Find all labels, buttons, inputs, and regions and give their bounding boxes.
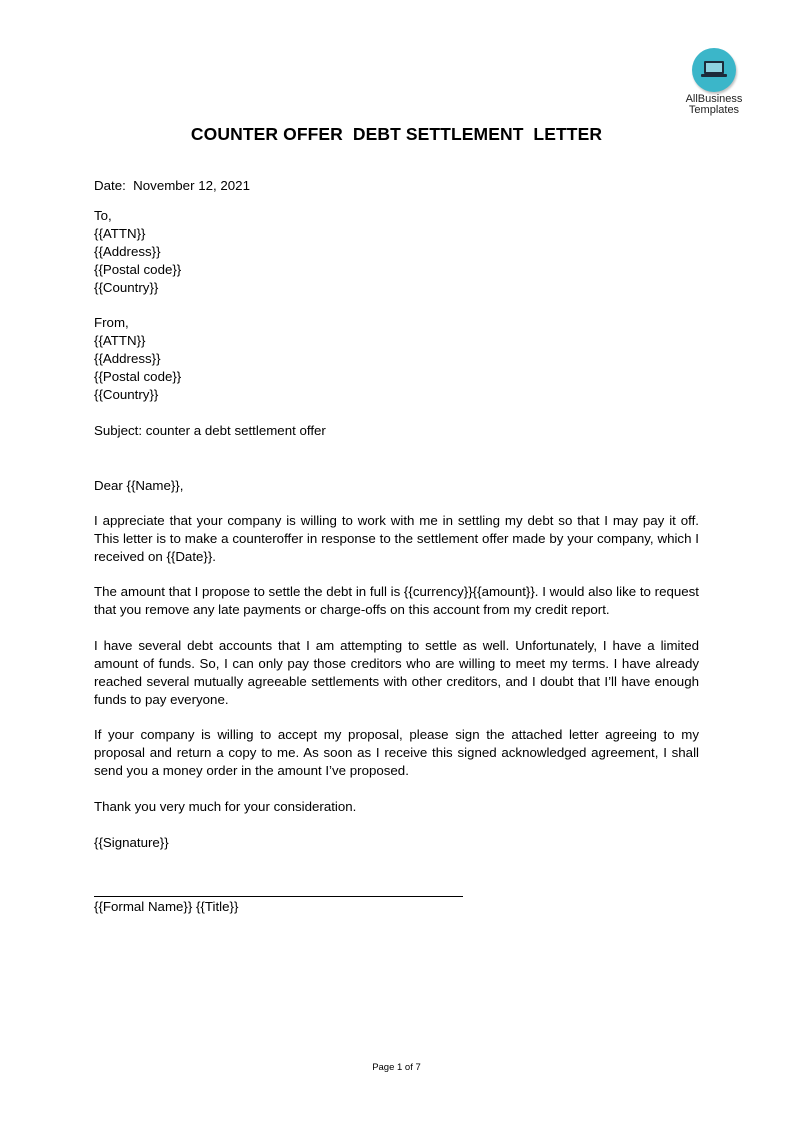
signature-placeholder: {{Signature}} [94, 835, 169, 850]
closing-line: Thank you very much for your consideration. [94, 799, 357, 814]
from-address: {{Address}} [94, 351, 161, 366]
to-address: {{Address}} [94, 244, 161, 259]
to-heading: To, [94, 208, 112, 223]
logo-circle [692, 48, 736, 92]
logo-line-1: AllBusiness [685, 93, 743, 105]
signature-rule [94, 896, 463, 897]
page-footer: Page 1 of 7 [372, 1062, 421, 1073]
laptop-icon [701, 60, 727, 80]
body-paragraph: If your company is willing to accept my proposal, please sign the attached letter agreeing to my proposal and return a copy to me. As soon as I receive this signed acknowledged agreement, I shall send you a money order in the amount I’ve proposed. [94, 727, 699, 778]
to-attn: {{ATTN}} [94, 226, 146, 241]
body-paragraph: The amount that I propose to settle the debt in full is {{currency}}{{amount}}. I would also like to request that you remove any late payments or charge-offs on this account from my credit report. [94, 584, 699, 617]
subject-line: Subject: counter a debt settlement offer [94, 423, 326, 438]
logo-line-2: Templates [688, 104, 740, 116]
from-postal-code: {{Postal code}} [94, 369, 182, 384]
date-line: Date: November 12, 2021 [94, 178, 250, 193]
from-heading: From, [94, 315, 129, 330]
to-country: {{Country}} [94, 280, 159, 295]
to-postal-code: {{Postal code}} [94, 262, 182, 277]
logo-text [683, 94, 745, 116]
salutation: Dear {{Name}}, [94, 478, 184, 493]
formal-name: {{Formal Name}} {{Title}} [94, 899, 239, 914]
from-country: {{Country}} [94, 387, 159, 402]
body-paragraph: I have several debt accounts that I am attempting to settle as well. Unfortunately, I have a limited amount of funds. So, I can only pay those creditors who are willing to meet my terms. I have already reached several mutually agreeable settlements with other creditors, and I doubt that I’ll have enough funds to pay everyone. [94, 638, 699, 707]
letter-title: COUNTER OFFER DEBT SETTLEMENT LETTER [190, 124, 603, 144]
allbusiness-logo [683, 48, 745, 116]
body-paragraph: I appreciate that your company is willing to work with me in settling my debt so that I may pay it off. This letter is to make a counteroffer in response to the settlement offer made by your company, which I received on {{Date}}. [94, 513, 699, 564]
from-attn: {{ATTN}} [94, 333, 146, 348]
